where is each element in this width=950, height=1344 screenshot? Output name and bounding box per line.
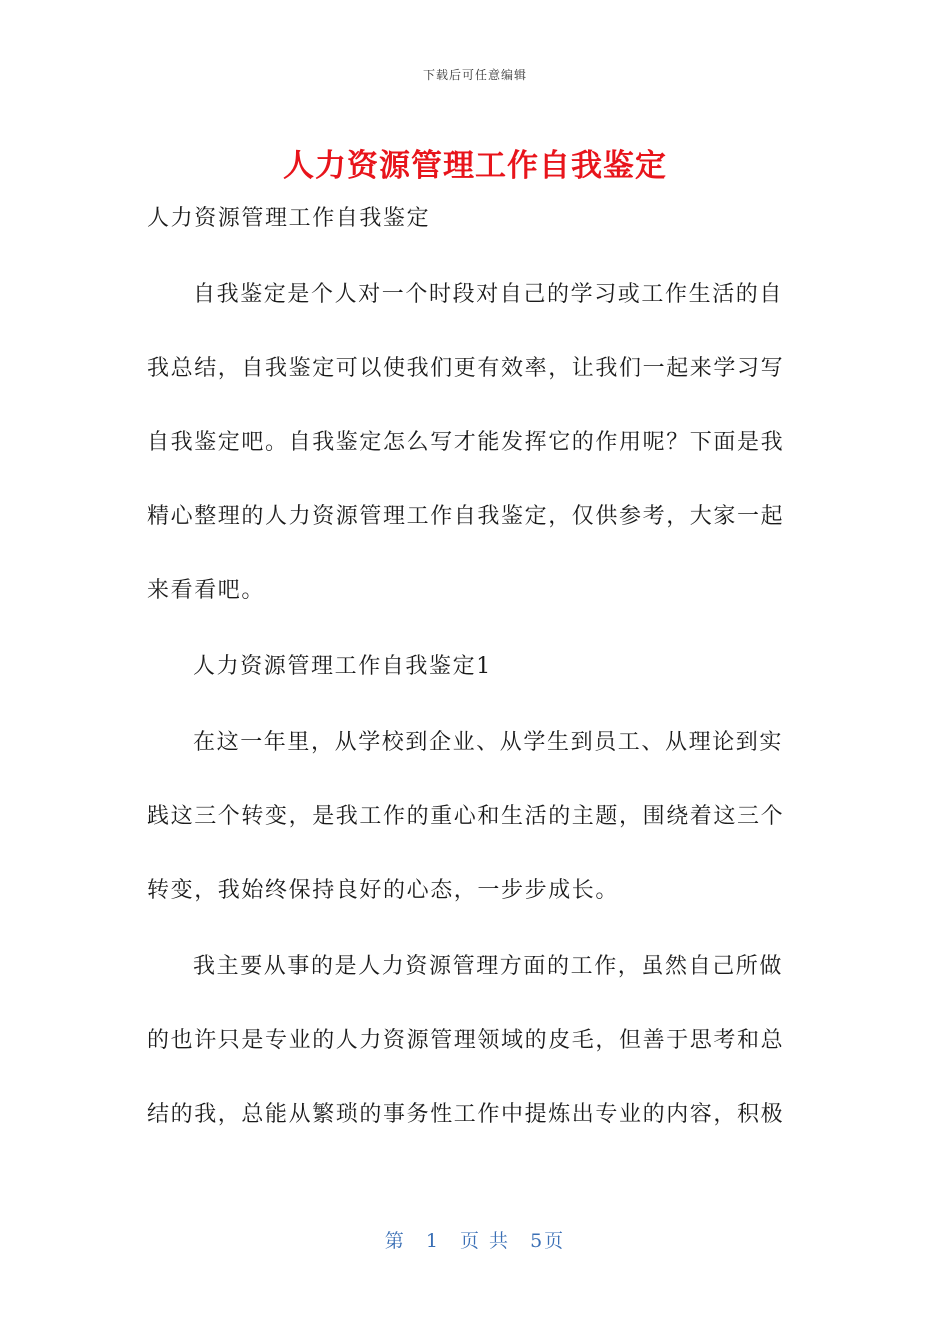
body-line: 精心整理的人力资源管理工作自我鉴定，仅供参考，大家一起 (147, 504, 785, 529)
body-line: 践这三个转变，是我工作的重心和生活的主题，围绕着这三个 (147, 804, 785, 829)
document-subtitle: 人力资源管理工作自我鉴定 (147, 206, 431, 231)
footer-prefix: 第 (384, 1230, 406, 1252)
body-line: 来看看吧。 (147, 578, 266, 603)
footer-page-number: 1 (425, 1230, 440, 1252)
document-title: 人力资源管理工作自我鉴定 (283, 148, 667, 184)
body-line: 转变，我始终保持良好的心态，一步步成长。 (147, 878, 620, 903)
body-line: 的也许只是专业的人力资源管理领域的皮毛，但善于思考和总 (147, 1028, 785, 1053)
header-note: 下载后可任意编辑 (422, 68, 527, 82)
body-line: 自我鉴定吧。自我鉴定怎么写才能发挥它的作用呢？下面是我 (147, 430, 785, 455)
body-line: 自我鉴定是个人对一个时段对自己的学习或工作生活的自 (193, 282, 784, 307)
page-footer (0, 1226, 950, 1253)
section-heading: 人力资源管理工作自我鉴定1 (193, 654, 492, 679)
body-line: 在这一年里，从学校到企业、从学生到员工、从理论到实 (193, 730, 784, 755)
footer-middle: 页 共 (460, 1230, 511, 1252)
body-line: 结的我，总能从繁琐的事务性工作中提炼出专业的内容，积极 (147, 1102, 785, 1127)
body-line: 我主要从事的是人力资源管理方面的工作，虽然自己所做 (193, 954, 784, 979)
body-line: 我总结，自我鉴定可以使我们更有效率，让我们一起来学习写 (147, 356, 785, 381)
footer-total-pages: 5页 (530, 1230, 566, 1252)
